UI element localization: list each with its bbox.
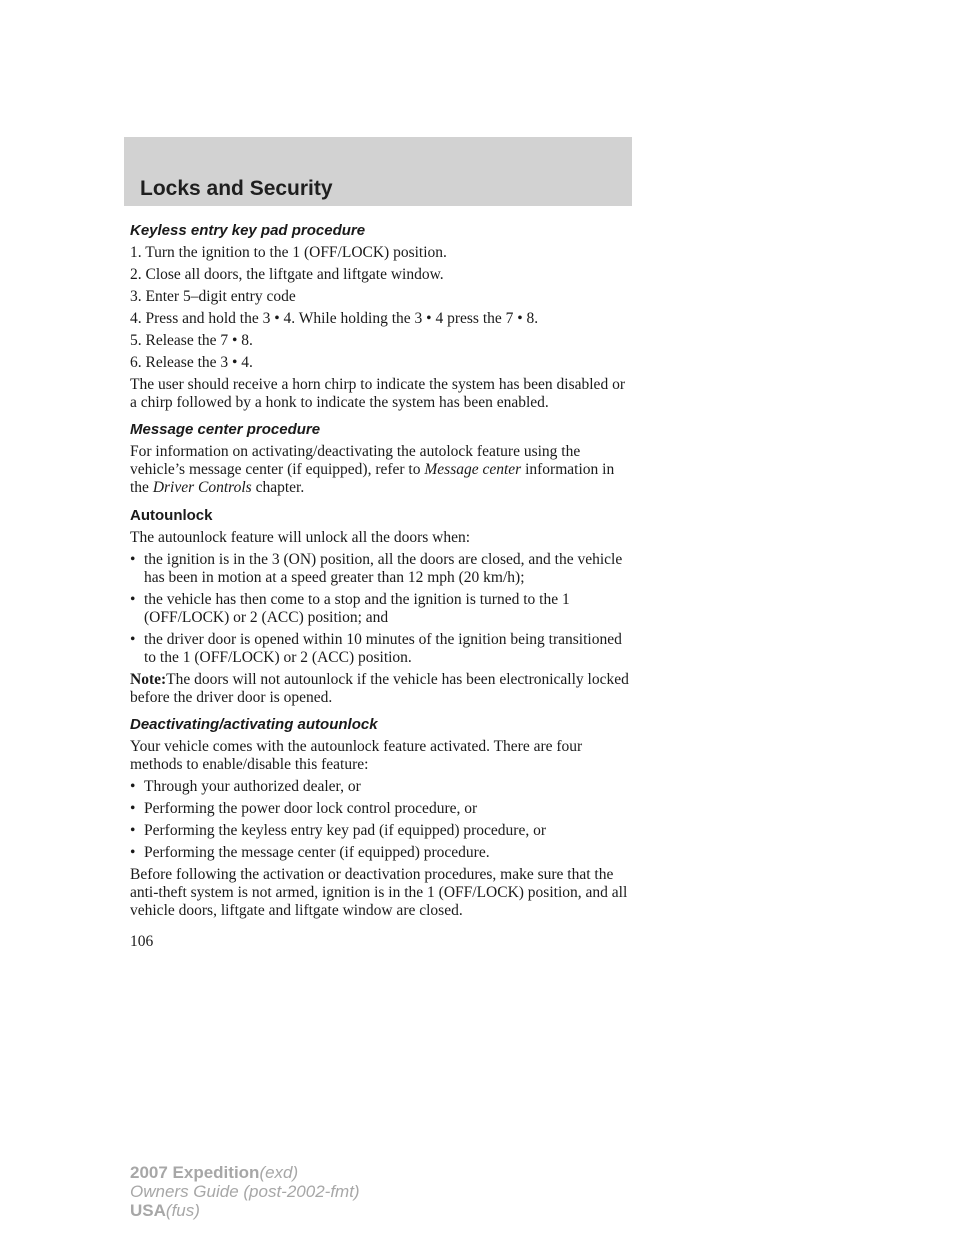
keypad-step: 6. Release the 3 • 4. [130,354,253,371]
bullet-icon: • [130,551,136,568]
note-label: Note: [130,671,167,688]
message-center-ref: Message center [424,461,522,478]
keypad-step: 3. Enter 5–digit entry code [130,288,296,305]
page-content [130,222,630,924]
page-number: 106 [130,933,154,950]
bullet-icon: • [130,822,136,839]
bullet-icon: • [130,591,136,608]
deactivating-intro: Your vehicle comes with the autounlock feature activated. There are four methods to enable/disable this feature: [130,738,583,773]
method-item: • Through your authorized dealer, or [130,778,361,795]
message-center-heading: Message center procedure [130,421,321,438]
deactivating-heading: Deactivating/activating autounlock [130,716,378,733]
bullet-icon: • [130,844,136,861]
autounlock-condition: • the driver door is opened within 10 minutes of the ignition being transitioned to the 1 (OFF/LOCK) or 2 (ACC) position. [130,631,622,666]
section-header-bar [124,137,632,206]
method-item: • Performing the keyless entry key pad (if equipped) procedure, or [130,822,547,839]
message-center-text: For information on activating/deactivating the autolock feature using the vehicle’s message center (if equipped), refer to Message center information in the Driver Controls chapter. [130,443,615,496]
keypad-heading: Keyless entry key pad procedure [130,222,366,239]
autounlock-heading: Autounlock [130,507,213,524]
autounlock-intro: The autounlock feature will unlock all the doors when: [130,529,471,546]
bullet-icon: • [130,800,136,817]
deactivating-closing: Before following the activation or deactivation procedures, make sure that the anti-theft system is not armed, ignition is in the 1 (OFF/LOCK) position, and all vehicle doors, liftgate and liftgate window are closed. [130,866,628,919]
bullet-icon: • [130,778,136,795]
keypad-step: 2. Close all doors, the liftgate and liftgate window. [130,266,444,283]
bullet-icon: • [130,631,136,648]
driver-controls-ref: Driver Controls [152,479,252,496]
document-footer [130,1163,360,1220]
method-item: • Performing the power door lock control procedure, or [130,800,478,817]
autounlock-condition: • the ignition is in the 3 (ON) position, all the doors are closed, and the vehicle has been in motion at a speed greater than 12 mph (20 km/h); [130,551,623,586]
footer-line-model: 2007 Expedition(exd) [130,1163,299,1182]
autounlock-note: Note:The doors will not autounlock if the vehicle has been electronically locked before the driver door is opened. [130,671,629,706]
footer-line-guide: Owners Guide (post-2002-fmt) [130,1182,360,1201]
footer-line-market: USA(fus) [130,1201,200,1220]
section-title: Locks and Security [140,177,333,200]
keypad-step: 1. Turn the ignition to the 1 (OFF/LOCK) position. [130,244,447,261]
method-item: • Performing the message center (if equipped) procedure. [130,844,490,861]
keypad-result: The user should receive a horn chirp to indicate the system has been disabled or a chirp followed by a honk to indicate the system has been enabled. [130,376,625,411]
keypad-step: 5. Release the 7 • 8. [130,332,253,349]
autounlock-condition: • the vehicle has then come to a stop and the ignition is turned to the 1 (OFF/LOCK) or 2 (ACC) position; and [130,591,570,626]
keypad-step: 4. Press and hold the 3 • 4. While holding the 3 • 4 press the 7 • 8. [130,310,539,327]
